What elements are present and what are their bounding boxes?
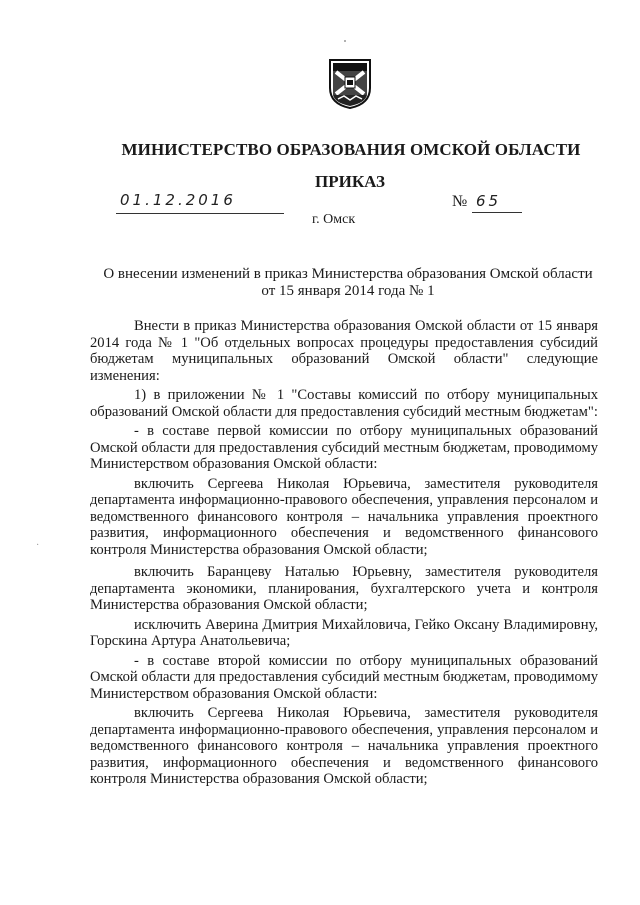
margin-mark: ·	[36, 540, 40, 551]
order-number-field	[452, 193, 524, 213]
order-date: 01.12.2016	[120, 191, 236, 209]
subject-line-2: от 15 января 2014 года № 1	[261, 283, 435, 299]
document-type: ПРИКАЗ	[315, 172, 385, 191]
scan-speck	[344, 40, 346, 42]
number-sign: №	[452, 193, 468, 210]
body-paragraph: - в составе второй комиссии по отбору муниципальных образований Омской области для предоставления субсидий местным бюджетам, проводимому Министерством образования Омской области:	[90, 652, 598, 702]
order-number: 65	[476, 192, 502, 210]
omsk-coat-of-arms-icon	[328, 58, 372, 110]
order-body	[90, 318, 598, 791]
body-paragraph: включить Баранцеву Наталью Юрьевну, заместителя руководителя департамента экономики, планирования, бухгалтерского учета и контроля Министерства образования Омской области;	[90, 564, 598, 613]
body-paragraph: включить Сергеева Николая Юрьевича, заместителя руководителя департамента информационно-правового обеспечения, управления персоналом и ведомственного финансового контроля – начальника управления проектного развития, информационного обеспечения и ведомственного финансового контроля Министерства образования Омской области;	[90, 705, 598, 787]
body-paragraph: включить Сергеева Николая Юрьевича, заместителя руководителя департамента информационно-правового обеспечения, управления персоналом и ведомственного финансового контроля – начальника управления проектного развития, информационного обеспечения и ведомственного финансового контроля Министерства образования Омской области;	[90, 475, 598, 558]
body-paragraph: исключить Аверина Дмитрия Михайловича, Гейко Оксану Владимировну, Горскина Артура Анатольевича;	[90, 616, 598, 649]
number-underline	[472, 212, 522, 213]
order-date-field	[116, 193, 284, 214]
subject-line-1: О внесении изменений в приказ Министерства образования Омской области	[103, 266, 593, 282]
order-subject	[88, 266, 608, 300]
city-name: г. Омск	[312, 212, 356, 227]
body-paragraph: - в составе первой комиссии по отбору муниципальных образований Омской области для предоставления субсидий местным бюджетам, проводимому Министерством образования Омской области:	[90, 423, 598, 472]
body-paragraph: 1) в приложении № 1 "Составы комиссий по отбору муниципальных образований Омской области для предоставления субсидий местным бюджетам":	[90, 387, 598, 420]
ministry-title: МИНИСТЕРСТВО ОБРАЗОВАНИЯ ОМСКОЙ ОБЛАСТИ	[121, 140, 581, 159]
body-paragraph: Внести в приказ Министерства образования Омской области от 15 января 2014 года № 1 "Об отдельных вопросах процедуры предоставления субсидий бюджетам муниципальных образований Омской области" следующие изменения:	[90, 318, 598, 384]
